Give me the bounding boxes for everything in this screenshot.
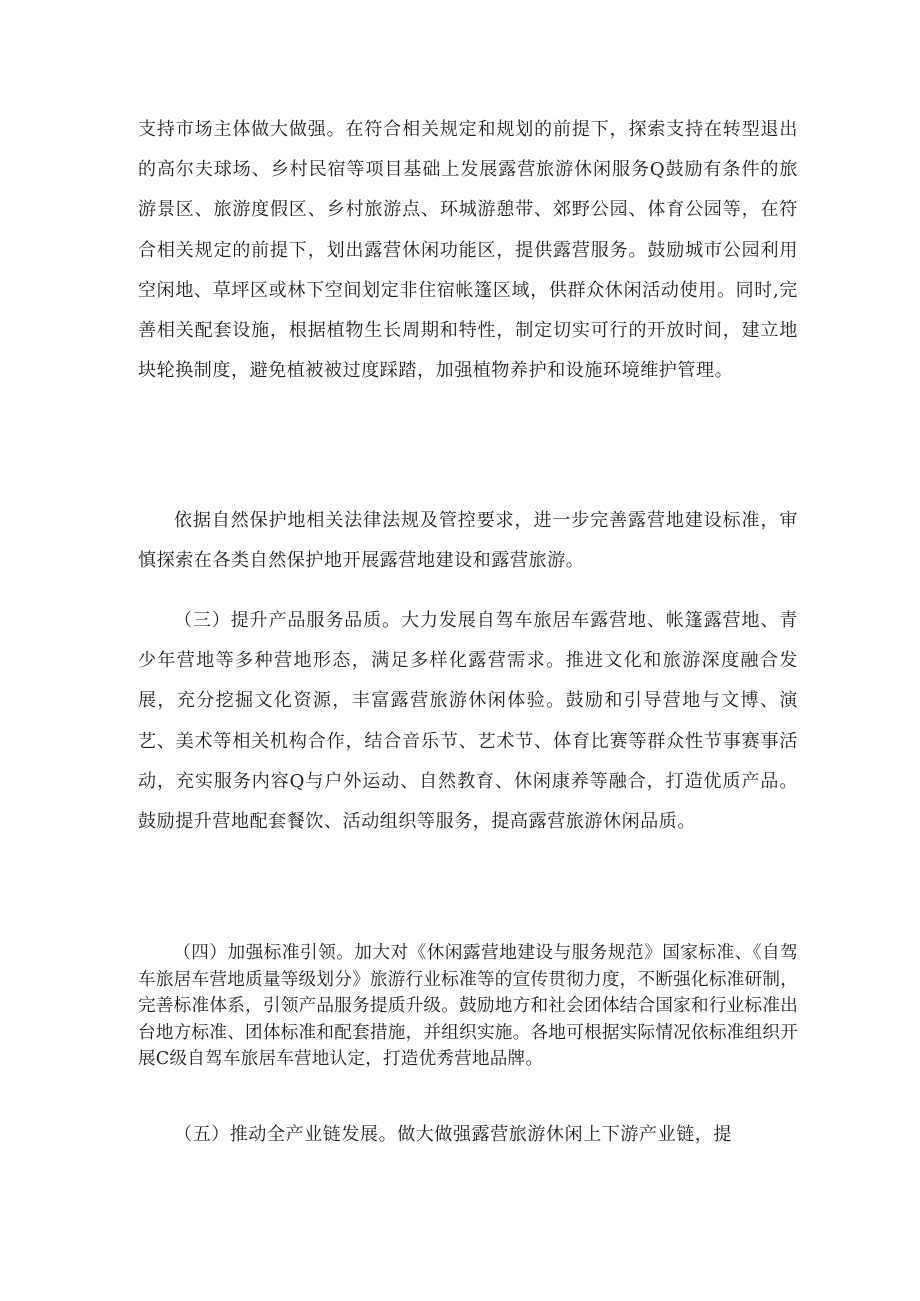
paragraph-standards: （四）加强标准引领。加大对《休闲露营地建设与服务规范》国家标准、《自驾车旅居车营地质量等级划分》旅游行业标准等的宣传贯彻力度，不断强化标准研制，完善标准体系，引领产品服务提质升级。鼓励地方和社会团体结合国家和行业标准出台地方标准、团体标准和配套措施，并组织实施。各地可根据实际情况依标准组织开展C级自驾车旅居车营地认定，打造优秀营地品牌。 <box>138 943 798 1069</box>
paragraph-nature-reserve: 依据自然保护地相关法律法规及管控要求，进一步完善露营地建设标准，审慎探索在各类自然保护地开展露营地建设和露营旅游。 <box>138 510 798 572</box>
paragraph-service-quality: （三）提升产品服务品质。大力发展自驾车旅居车露营地、帐篷露营地、青少年营地等多种营地形态，满足多样化露营需求。推进文化和旅游深度融合发展，充分挖掘文化资源，丰富露营旅游休闲体验。鼓励和引导营地与文博、演艺、美术等相关机构合作，结合音乐节、艺术节、体育比赛等群众性节事赛事活动，充实服务内容Q与户外运动、自然教育、休闲康养等融合，打造优质产品。鼓励提升营地配套餐饮、活动组织等服务，提高露营旅游休闲品质。 <box>138 610 798 833</box>
paragraph-market-support: 支持市场主体做大做强。在符合相关规定和规划的前提下，探索支持在转型退出的高尔夫球场、乡村民宿等项目基础上发展露营旅游休闲服务Q鼓励有条件的旅游景区、旅游度假区、乡村旅游点、环城游憩带、郊野公园、体育公园等，在符合相关规定的前提下，划出露营休闲功能区，提供露营服务。鼓励城市公园利用空闲地、草坪区或林下空间划定非住宿帐篷区域，供群众休闲活动使用。同时,完善相关配套设施，根据植物生长周期和特性，制定切实可行的开放时间，建立地块轮换制度，避免植被被过度踩踏，加强植物养护和设施环境维护管理。 <box>138 119 798 382</box>
paragraph-industry-chain: （五）推动全产业链发展。做大做强露营旅游休闲上下游产业链，提 <box>174 1124 732 1145</box>
